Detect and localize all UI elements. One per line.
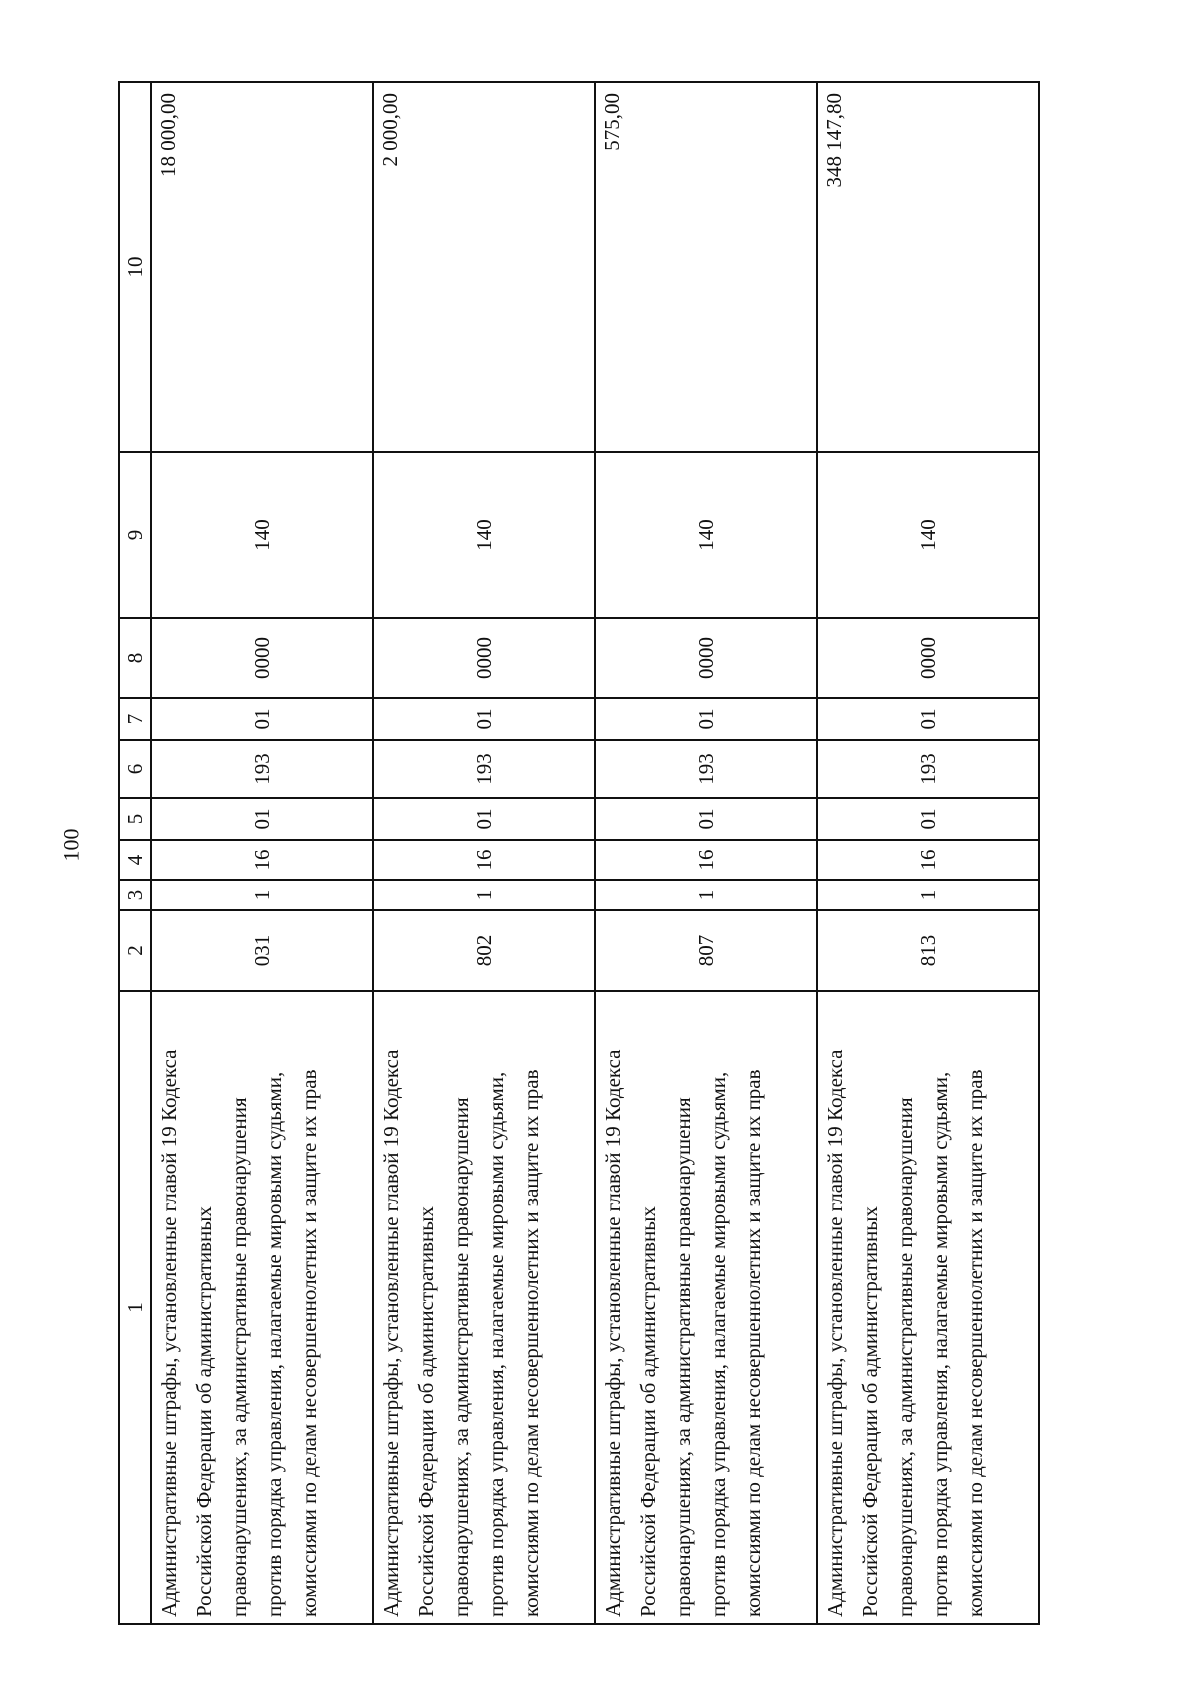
column-header: 10 [119, 82, 151, 452]
group-code-cell: 1 [151, 880, 373, 910]
description-line: Российской Федерации об административных [858, 1206, 882, 1617]
element-code-cell: 01 [817, 698, 1039, 740]
description-cell [817, 991, 1039, 1624]
subgroup-code-cell: 16 [817, 840, 1039, 880]
article-code-cell: 01 [373, 798, 595, 840]
group-code-cell: 1 [817, 880, 1039, 910]
description-line: Административные штрафы, установленные главой 19 Кодекса [601, 1049, 625, 1617]
column-header: 6 [119, 740, 151, 798]
table-header-row [119, 82, 151, 1624]
description-line: правонарушениях, за административные правонарушения [893, 1097, 917, 1617]
description-line: комиссиями по делам несовершеннолетних и защите их прав [297, 1069, 321, 1617]
subarticle-code-cell: 193 [151, 740, 373, 798]
table-row [151, 82, 373, 1624]
program-code-cell: 0000 [595, 618, 817, 698]
table-row [817, 82, 1039, 1624]
admin-code-cell: 031 [151, 910, 373, 991]
program-code-cell: 0000 [151, 618, 373, 698]
column-header: 8 [119, 618, 151, 698]
description-cell [151, 991, 373, 1624]
description-line: против порядка управления, налагаемые мировыми судьями, [262, 1071, 286, 1617]
element-code-cell: 01 [373, 698, 595, 740]
economic-code-cell: 140 [151, 452, 373, 618]
group-code-cell: 1 [595, 880, 817, 910]
economic-code-cell: 140 [817, 452, 1039, 618]
column-header: 3 [119, 880, 151, 910]
subgroup-code-cell: 16 [151, 840, 373, 880]
element-code-cell: 01 [151, 698, 373, 740]
description-line: против порядка управления, налагаемые мировыми судьями, [484, 1071, 508, 1617]
description-cell [595, 991, 817, 1624]
description-line: комиссиями по делам несовершеннолетних и защите их прав [741, 1069, 765, 1617]
fines-table [118, 81, 1040, 1625]
table-row [595, 82, 817, 1624]
page-number [56, 820, 86, 870]
column-header: 5 [119, 798, 151, 840]
description-line: правонарушениях, за административные правонарушения [227, 1097, 251, 1617]
group-code-cell: 1 [373, 880, 595, 910]
admin-code-cell: 813 [817, 910, 1039, 991]
description-line: Российской Федерации об административных [192, 1206, 216, 1617]
article-code-cell: 01 [595, 798, 817, 840]
subarticle-code-cell: 193 [595, 740, 817, 798]
admin-code-cell: 802 [373, 910, 595, 991]
description-line: правонарушениях, за административные правонарушения [449, 1097, 473, 1617]
subgroup-code-cell: 16 [373, 840, 595, 880]
page-number-text: 100 [58, 828, 83, 862]
article-code-cell: 01 [151, 798, 373, 840]
description-line: Административные штрафы, установленные главой 19 Кодекса [157, 1049, 181, 1617]
subarticle-code-cell: 193 [817, 740, 1039, 798]
table-row [373, 82, 595, 1624]
subarticle-code-cell: 193 [373, 740, 595, 798]
description-line: Административные штрафы, установленные главой 19 Кодекса [823, 1049, 847, 1617]
program-code-cell: 0000 [817, 618, 1039, 698]
subgroup-code-cell: 16 [595, 840, 817, 880]
column-header: 9 [119, 452, 151, 618]
amount-cell: 2 000,00 [373, 82, 595, 452]
economic-code-cell: 140 [373, 452, 595, 618]
column-header: 2 [119, 910, 151, 991]
amount-cell: 575,00 [595, 82, 817, 452]
description-cell [373, 991, 595, 1624]
rotated-table-container [118, 83, 1040, 1625]
description-line: Российской Федерации об административных [636, 1206, 660, 1617]
column-header: 1 [119, 991, 151, 1624]
description-line: комиссиями по делам несовершеннолетних и защите их прав [519, 1069, 543, 1617]
economic-code-cell: 140 [595, 452, 817, 618]
amount-cell: 18 000,00 [151, 82, 373, 452]
description-line: против порядка управления, налагаемые мировыми судьями, [928, 1071, 952, 1617]
element-code-cell: 01 [595, 698, 817, 740]
description-line: против порядка управления, налагаемые мировыми судьями, [706, 1071, 730, 1617]
description-line: правонарушениях, за административные правонарушения [671, 1097, 695, 1617]
program-code-cell: 0000 [373, 618, 595, 698]
column-header: 7 [119, 698, 151, 740]
amount-cell: 348 147,80 [817, 82, 1039, 452]
admin-code-cell: 807 [595, 910, 817, 991]
description-line: комиссиями по делам несовершеннолетних и защите их прав [963, 1069, 987, 1617]
description-line: Российской Федерации об административных [414, 1206, 438, 1617]
column-header: 4 [119, 840, 151, 880]
description-line: Административные штрафы, установленные главой 19 Кодекса [379, 1049, 403, 1617]
article-code-cell: 01 [817, 798, 1039, 840]
